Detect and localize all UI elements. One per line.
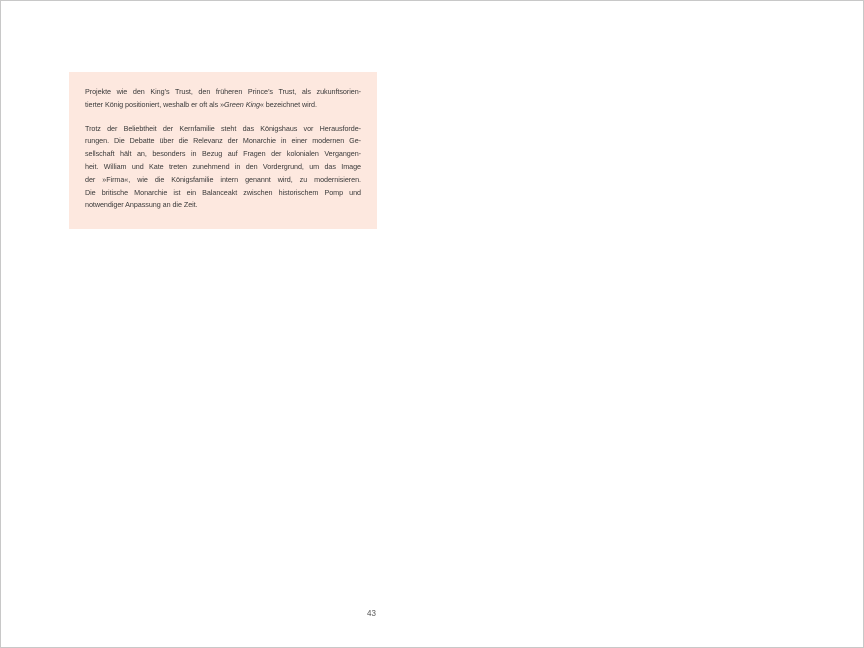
- text-line: rungen. Die Debatte über die Relevanz der Monarchie in einer modernen Ge-: [85, 136, 361, 146]
- paragraph-1: [85, 86, 361, 112]
- highlight-text-box: [69, 72, 377, 229]
- text-fragment: « bezeichnet wird.: [259, 99, 317, 109]
- emphasized-text: Green King: [224, 99, 260, 109]
- text-line: Projekte wie den King’s Trust, den früheren Prince’s Trust, als zukunftsorien-: [85, 87, 361, 96]
- text-fragment: tierter König positioniert, weshalb er oft als »: [85, 99, 225, 109]
- text-line: Trotz der Beliebtheit der Kernfamilie steht das Königshaus vor Herausforde-: [85, 123, 361, 133]
- text-line: notwendiger Anpassung an die Zeit.: [85, 200, 198, 210]
- page-number: 43: [367, 609, 376, 618]
- text-line: Die britische Monarchie ist ein Balanceakt zwischen historischem Pomp und: [85, 187, 361, 197]
- text-line: heit. William und Kate treten zunehmend in den Vordergrund, um das Image: [85, 161, 361, 171]
- text-line: [85, 99, 361, 112]
- paragraph-2: [85, 123, 361, 213]
- text-line: sellschaft hält an, besonders in Bezug auf Fragen der kolonialen Vergangen-: [85, 149, 361, 159]
- text-line: der »Firma«, wie die Königsfamilie intern genannt wird, zu modernisieren.: [85, 174, 361, 184]
